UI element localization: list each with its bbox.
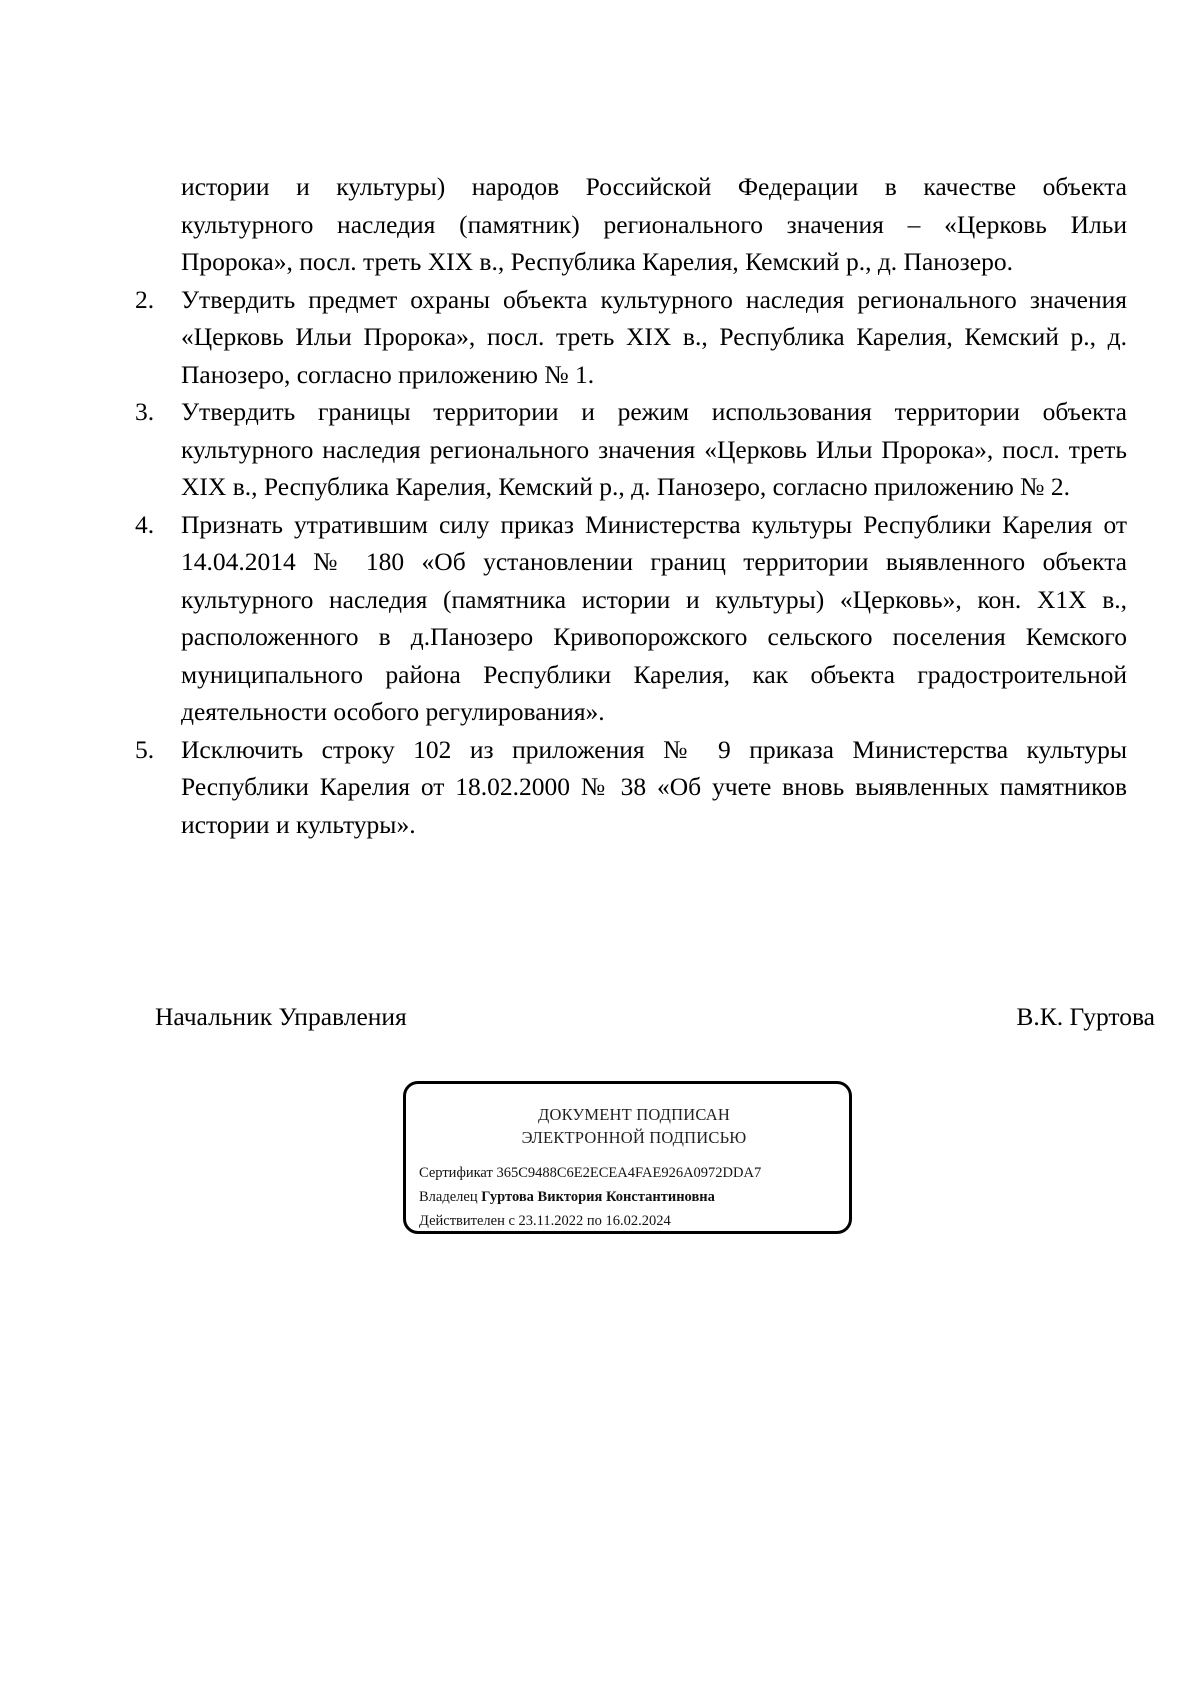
certificate-label: Сертификат [419,1165,493,1181]
valid-label: Действителен с [419,1213,515,1229]
list-item-number: 2. [135,284,155,314]
owner-label: Владелец [419,1189,478,1205]
list-item-number: 5. [135,734,155,764]
list-item-text: Признать утратившим силу приказ Министерства культуры Республики Карелия от 14.04.2014 № 180 «Об установлении границ территории выявленного объекта культурного наследия (памятника истории и культуры) «Церковь», кон. X1X в., расположенного в д.Панозеро Кривопорожского сельского поселения Кемского муниципального района Республики Карелия, как объекта градостроительной деятельности особого регулирования». [181,509,1127,726]
list-item-5 [135,731,1127,844]
list-item-number: 4. [135,509,155,539]
owner-value: Гуртова Виктория Константиновна [481,1189,715,1205]
valid-to-label: по [586,1213,602,1229]
signer-name: В.К. Гуртова [1016,1002,1155,1031]
document-body [135,168,1127,843]
intro-paragraph [135,168,1127,281]
valid-to: 16.02.2024 [605,1213,671,1229]
stamp-title-line-2: ЭЛЕКТРОННОЙ ПОДПИСЬЮ [521,1128,747,1147]
electronic-signature-stamp [403,1081,852,1234]
stamp-title [419,1103,849,1149]
stamp-validity-line [419,1209,849,1233]
intro-line-2: культурного наследия (памятник) регионального значения – «Церковь Ильи [181,209,1127,239]
list-item-3 [135,393,1127,506]
stamp-owner-line [419,1185,849,1209]
list-item-2 [135,281,1127,394]
stamp-details [419,1161,849,1233]
intro-line-3: Пророка», посл. треть XIX в., Республика Карелия, Кемский р., д. Панозеро. [181,247,1013,276]
list-item-4 [135,506,1127,731]
certificate-value: 365C9488C6E2ECEA4FAE926A0972DDA7 [496,1165,762,1181]
list-item-text: Исключить строку 102 из приложения № 9 приказа Министерства культуры Республики Карелия от 18.02.2000 № 38 «Об учете вновь выявленных памятников истории и культуры». [181,734,1127,839]
list-item-text: Утвердить границы территории и режим использования территории объекта культурного наследия регионального значения «Церковь Ильи Пророка», посл. треть XIX в., Республика Карелия, Кемский р., д. Панозеро, согласно приложению № 2. [181,397,1127,501]
list-item-text: Утвердить предмет охраны объекта культурного наследия регионального значения «Церковь Ильи Пророка», посл. треть XIX в., Республика Карелия, Кемский р., д. Панозеро, согласно приложению № 1. [181,284,1127,389]
intro-line-1: истории и культуры) народов Российской Федерации в качестве объекта [181,172,1127,201]
list-item-number: 3. [135,397,155,426]
signer-position: Начальник Управления [155,1002,407,1031]
valid-from: 23.11.2022 [518,1213,584,1229]
stamp-title-line-1: ДОКУМЕНТ ПОДПИСАН [538,1105,730,1124]
stamp-certificate-line [419,1161,849,1185]
